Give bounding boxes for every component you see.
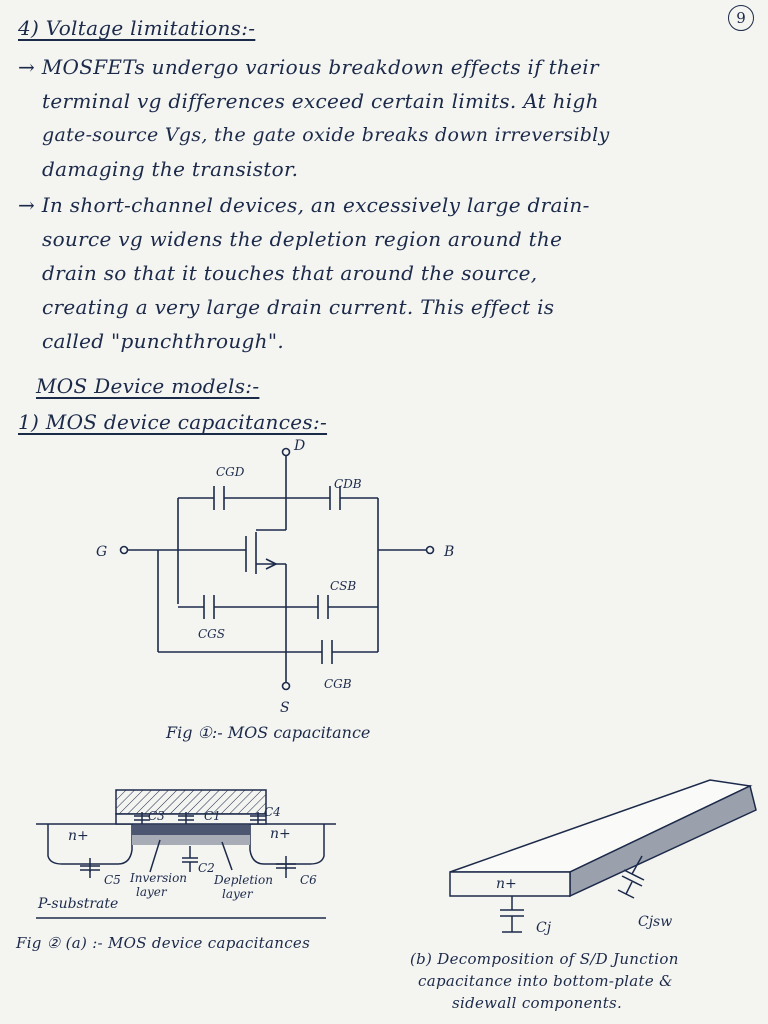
label-g: G bbox=[96, 544, 108, 560]
label-c6: C6 bbox=[300, 873, 317, 887]
label-s: S bbox=[280, 700, 290, 716]
label-inversion-2: layer bbox=[136, 885, 167, 899]
label-nplus-left: n+ bbox=[68, 828, 89, 844]
para2-line-4: creating a very large drain current. This effect is bbox=[42, 295, 555, 319]
inversion-layer bbox=[132, 825, 250, 835]
label-depletion-2: layer bbox=[222, 887, 253, 901]
para2-line-3: drain so that it touches that around the source, bbox=[42, 261, 538, 285]
fig2a-mos-cross-section bbox=[0, 780, 420, 930]
label-cgs: CGS bbox=[198, 627, 225, 641]
label-depletion-1: Depletion bbox=[214, 873, 273, 887]
label-substrate: P-substrate bbox=[38, 896, 119, 912]
label-cjsw: Cjsw bbox=[638, 914, 673, 930]
drain-terminal-node bbox=[283, 449, 290, 456]
fig2a-caption: Fig ② (a) :- MOS device capacitances bbox=[16, 934, 311, 952]
source-terminal-node bbox=[283, 683, 290, 690]
label-c2: C2 bbox=[198, 861, 215, 875]
subheading-mos-capacitances: 1) MOS device capacitances:- bbox=[18, 410, 328, 434]
label-cgd: CGD bbox=[216, 465, 245, 479]
gate-poly bbox=[116, 790, 266, 814]
label-c5: C5 bbox=[104, 873, 121, 887]
para2-line-2: source vg widens the depletion region around the bbox=[42, 227, 563, 251]
page-number: 9 bbox=[728, 5, 754, 31]
fig2b-junction-block bbox=[420, 770, 768, 970]
para1-line-1: → MOSFETs undergo various breakdown effects if their bbox=[18, 55, 599, 79]
label-csb: CSB bbox=[330, 579, 357, 593]
label-c4: C4 bbox=[264, 805, 281, 819]
depletion-layer bbox=[132, 835, 250, 845]
label-cgb: CGB bbox=[324, 677, 352, 691]
label-c3: C3 bbox=[148, 809, 165, 823]
para1-line-4: damaging the transistor. bbox=[42, 157, 299, 181]
para1-line-2: terminal vg differences exceed certain limits. At high bbox=[42, 89, 599, 113]
fig2b-caption-line-2: capacitance into bottom-plate & bbox=[418, 972, 673, 990]
label-c1: C1 bbox=[204, 809, 221, 823]
label-nplus-right: n+ bbox=[270, 826, 291, 842]
label-b: B bbox=[444, 544, 455, 560]
bulk-terminal-node bbox=[427, 547, 434, 554]
label-d: D bbox=[294, 438, 306, 454]
fig1-caption: Fig ①:- MOS capacitance bbox=[166, 723, 371, 742]
gate-terminal-node bbox=[121, 547, 128, 554]
para2-line-5: called "punchthrough". bbox=[42, 329, 285, 353]
label-inversion-1: Inversion bbox=[130, 871, 188, 885]
fig2b-caption-line-3: sidewall components. bbox=[452, 994, 623, 1012]
label-nplus-block: n+ bbox=[496, 876, 517, 892]
para2-line-1: → In short-channel devices, an excessively large drain- bbox=[18, 193, 590, 217]
fig2b-caption-line-1: (b) Decomposition of S/D Junction bbox=[410, 950, 679, 968]
fig1-mos-capacitance-diagram bbox=[0, 432, 768, 752]
section-heading-voltage-limitations: 4) Voltage limitations:- bbox=[18, 16, 256, 40]
label-cj: Cj bbox=[536, 920, 552, 936]
para1-line-3: gate-source Vgs, the gate oxide breaks down irreversibly bbox=[42, 124, 610, 146]
section-heading-mos-device-models: MOS Device models:- bbox=[36, 374, 260, 398]
label-cdb: CDB bbox=[334, 477, 362, 491]
